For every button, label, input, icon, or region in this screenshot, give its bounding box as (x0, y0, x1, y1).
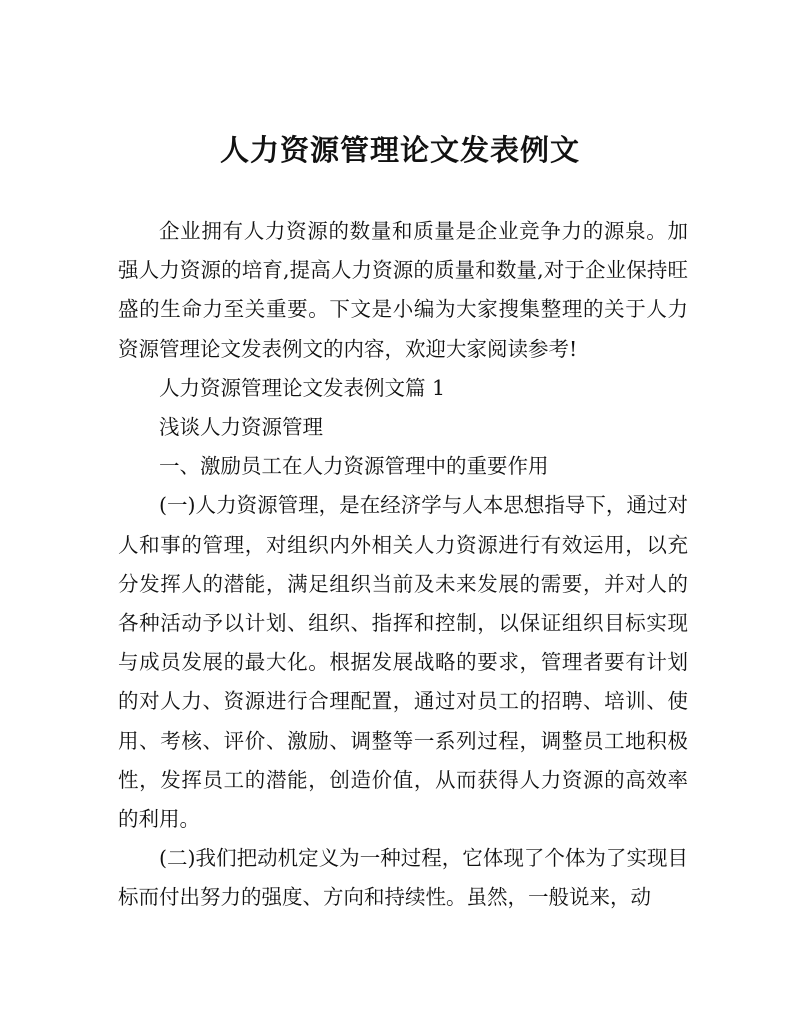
document-title: 人力资源管理论文发表例文 (219, 133, 580, 167)
subheading: 一、激励员工在人力资源管理中的重要作用 (159, 454, 549, 479)
body-paragraph-1: (一)人力资源管理，是在经济学与人本思想指导下，通过对人和事的管理，对组织内外相关人力资源进行有效运用，以充分发挥人的潜能，满足组织当前及未来发展的需要，并对人的各种活动予以计划、组织、指挥和控制，以保证组织目标实现与成员发展的最大化。根据发展战略的要求，管理者要有计划的对人力、资源进行合理配置，通过对员工的招聘、培训、使用、考核、评价、激励、调整等一系列过程，调整员工地积极性，发挥员工的潜能，创造价值，从而获得人力资源的高效率的利用。 (118, 493, 688, 832)
body-paragraph-2: (二)我们把动机定义为一种过程，它体现了个体为了实现目标而付出努力的强度、方向和持续性。虽然，一般说来，动 (118, 846, 688, 910)
document-body (118, 212, 688, 918)
article-title: 浅谈人力资源管理 (159, 415, 323, 440)
intro-paragraph: 企业拥有人力资源的数量和质量是企业竞争力的源泉。加强人力资源的培育,提高人力资源的质量和数量,对于企业保持旺盛的生命力至关重要。下文是小编为大家搜集整理的关于人力资源管理论文发表例文的内容，欢迎大家阅读参考! (118, 219, 688, 361)
section-heading: 人力资源管理论文发表例文篇 1 (159, 375, 446, 400)
